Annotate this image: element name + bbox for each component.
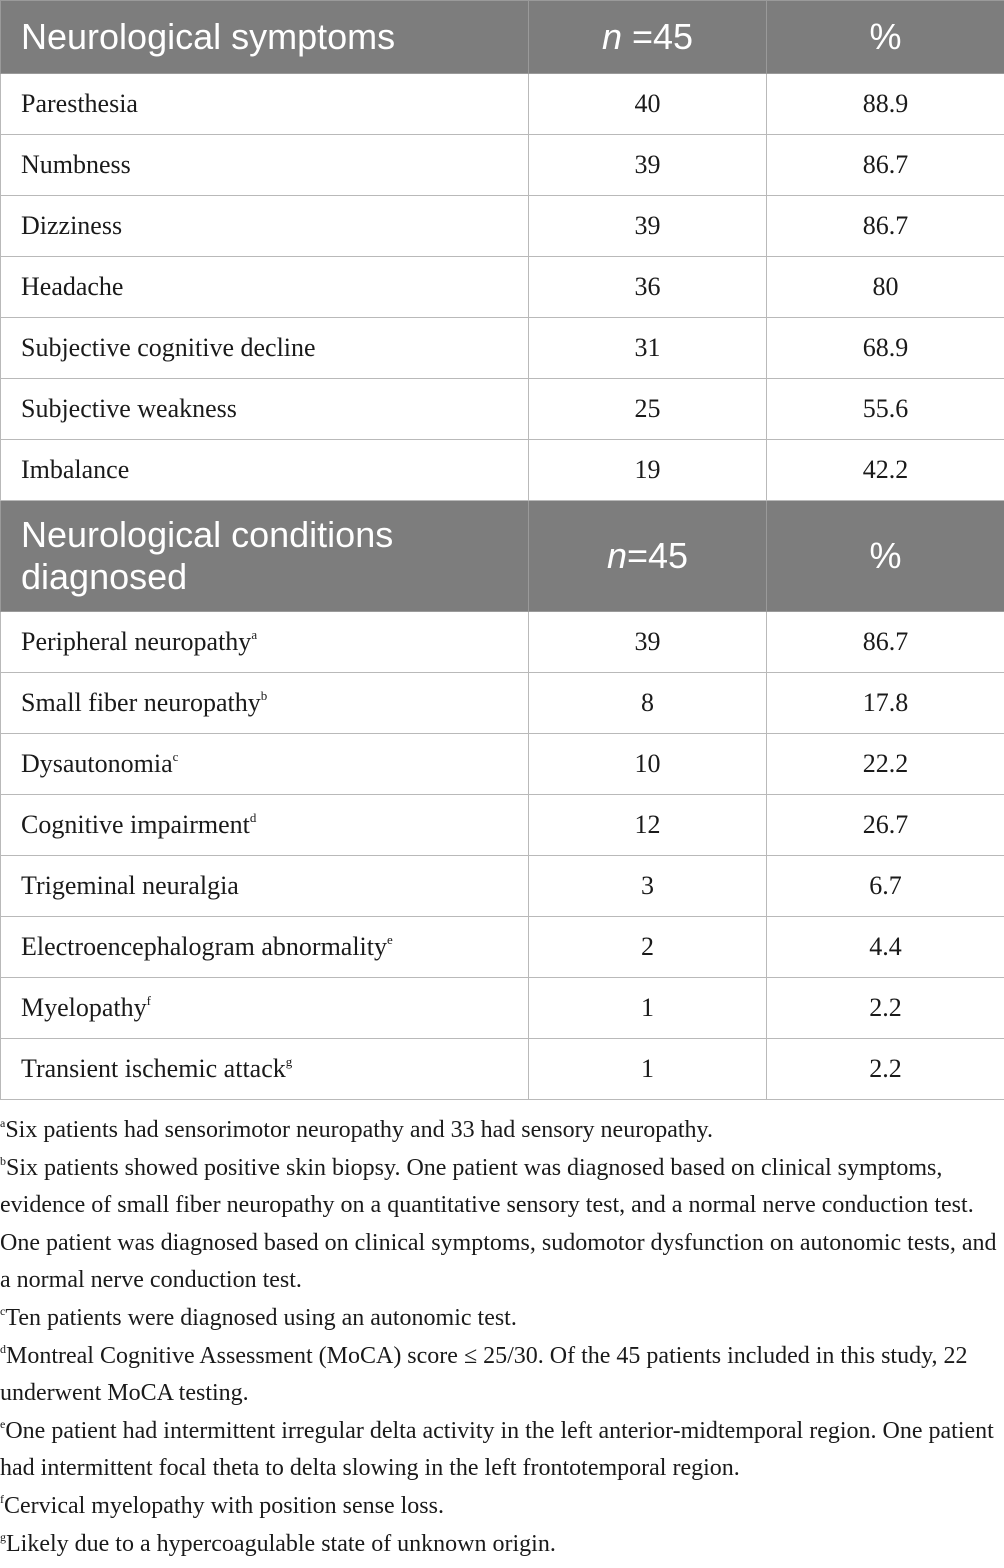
row-percent: 26.7 [767,795,1004,856]
row-count: 19 [529,440,767,501]
row-count: 31 [529,318,767,379]
footnote-text: Likely due to a hypercoagulable state of unknown origin. [6,1530,556,1557]
row-percent: 88.9 [767,74,1004,135]
footnote-text: Ten patients were diagnosed using an autonomic test. [5,1304,517,1331]
row-percent: 68.9 [767,318,1004,379]
row-label [1,673,529,734]
row-percent: 6.7 [767,856,1004,917]
row-percent: 42.2 [767,440,1004,501]
row-label-text: Cognitive impairment [21,810,250,839]
table-row [1,379,1004,440]
row-count: 8 [529,673,767,734]
footnote-text: One patient had intermittent irregular delta activity in the left anterior-midtemporal region. One patient had intermittent focal theta to delta slowing in the left frontotemporal region. [0,1417,994,1482]
table-row [1,135,1004,196]
row-label-text: Electroencephalogram abnormality [21,932,388,961]
table-row [1,978,1004,1039]
n-value: =45 [626,535,689,576]
conditions-header-line1: Neurological conditions [21,514,394,555]
conditions-header-label [1,501,529,612]
row-percent: 2.2 [767,1039,1004,1100]
footnote-mark: e [0,1416,6,1431]
table-row [1,1039,1004,1100]
footnote [0,1300,1004,1338]
footnote-mark: c [172,749,179,764]
table-row [1,612,1004,673]
row-label-text: Subjective weakness [21,394,237,423]
table-row [1,440,1004,501]
row-label [1,856,529,917]
footnote-mark: b [260,688,268,703]
table-row [1,734,1004,795]
row-count: 12 [529,795,767,856]
symptoms-header-label: Neurological symptoms [1,1,529,74]
row-count: 36 [529,257,767,318]
symptoms-header-pct: % [767,1,1004,74]
footnote-mark: g [0,1529,6,1544]
row-label [1,612,529,673]
footnote-text: Six patients had sensorimotor neuropathy and 33 had sensory neuropathy. [5,1117,713,1143]
footnote [0,1112,1004,1150]
row-percent: 4.4 [767,917,1004,978]
symptoms-header-row [1,1,1004,74]
row-percent: 86.7 [767,135,1004,196]
row-count: 39 [529,196,767,257]
footnote-mark: f [146,993,151,1008]
row-label-text: Imbalance [21,455,130,484]
row-count: 3 [529,856,767,917]
row-count: 1 [529,978,767,1039]
footnote-mark: e [387,932,393,947]
table-row [1,74,1004,135]
footnote-mark: g [285,1054,293,1069]
row-label-text: Trigeminal neuralgia [21,871,239,900]
row-percent: 86.7 [767,196,1004,257]
row-label [1,379,529,440]
row-label [1,978,529,1039]
row-percent: 22.2 [767,734,1004,795]
row-label-text: Transient ischemic attack [21,1054,286,1083]
footnote [0,1488,1004,1526]
footnote-text: Six patients showed positive skin biopsy. One patient was diagnosed based on clinical symptoms, evidence of small fiber neuropathy on a quantitative sensory test, and a normal nerve conduction test. One patient was diagnosed based on clinical symptoms, sudomotor dysfunction on autonomic tests, and a normal nerve conduction test. [0,1154,997,1294]
table-row [1,673,1004,734]
table-row [1,856,1004,917]
row-label [1,318,529,379]
row-count: 39 [529,612,767,673]
row-label [1,795,529,856]
footnote-mark: c [0,1303,6,1318]
row-percent: 55.6 [767,379,1004,440]
conditions-header-line2: diagnosed [21,556,188,597]
conditions-body [1,612,1004,1100]
table-row [1,917,1004,978]
row-label-text: Headache [21,272,124,301]
footnote [0,1150,1004,1300]
footnote-mark: a [0,1116,6,1130]
footnote-mark: d [0,1341,6,1356]
footnote-mark: f [0,1491,4,1506]
footnote [0,1413,1004,1488]
symptoms-body [1,74,1004,501]
row-label [1,196,529,257]
footnote-text: Montreal Cognitive Assessment (MoCA) score ≤ 25/30. Of the 45 patients included in this study, 22 underwent MoCA testing. [0,1342,968,1407]
row-label-text: Small fiber neuropathy [21,688,261,717]
table-footnotes [0,1100,1004,1563]
footnote-mark: b [0,1153,6,1168]
row-count: 1 [529,1039,767,1100]
conditions-header-row [1,501,1004,612]
row-label [1,1039,529,1100]
n-value: =45 [621,16,694,57]
table-row [1,318,1004,379]
row-count: 40 [529,74,767,135]
table-row [1,196,1004,257]
row-label-text: Myelopathy [21,993,147,1022]
row-count: 39 [529,135,767,196]
row-label [1,734,529,795]
row-label [1,135,529,196]
n-symbol: n [601,16,622,57]
row-label-text: Paresthesia [21,89,138,118]
row-label-text: Peripheral neuropathy [21,627,252,656]
footnote-mark: d [249,810,257,825]
conditions-header-pct: % [767,501,1004,612]
table-row [1,257,1004,318]
n-symbol: n [606,535,627,576]
row-percent: 86.7 [767,612,1004,673]
row-label-text: Numbness [21,150,131,179]
row-percent: 17.8 [767,673,1004,734]
row-label [1,257,529,318]
row-label [1,74,529,135]
row-label [1,917,529,978]
row-percent: 80 [767,257,1004,318]
footnote-text: Cervical myelopathy with position sense loss. [4,1492,444,1519]
row-percent: 2.2 [767,978,1004,1039]
row-label [1,440,529,501]
footnote-mark: a [251,627,258,642]
symptoms-header-n [529,1,767,74]
row-label-text: Subjective cognitive decline [21,333,316,362]
table-row [1,795,1004,856]
row-count: 2 [529,917,767,978]
row-count: 10 [529,734,767,795]
footnote [0,1338,1004,1413]
row-label-text: Dysautonomia [21,749,173,778]
row-label-text: Dizziness [21,211,123,240]
row-count: 25 [529,379,767,440]
footnote [0,1526,1004,1564]
conditions-header-n [529,501,767,612]
